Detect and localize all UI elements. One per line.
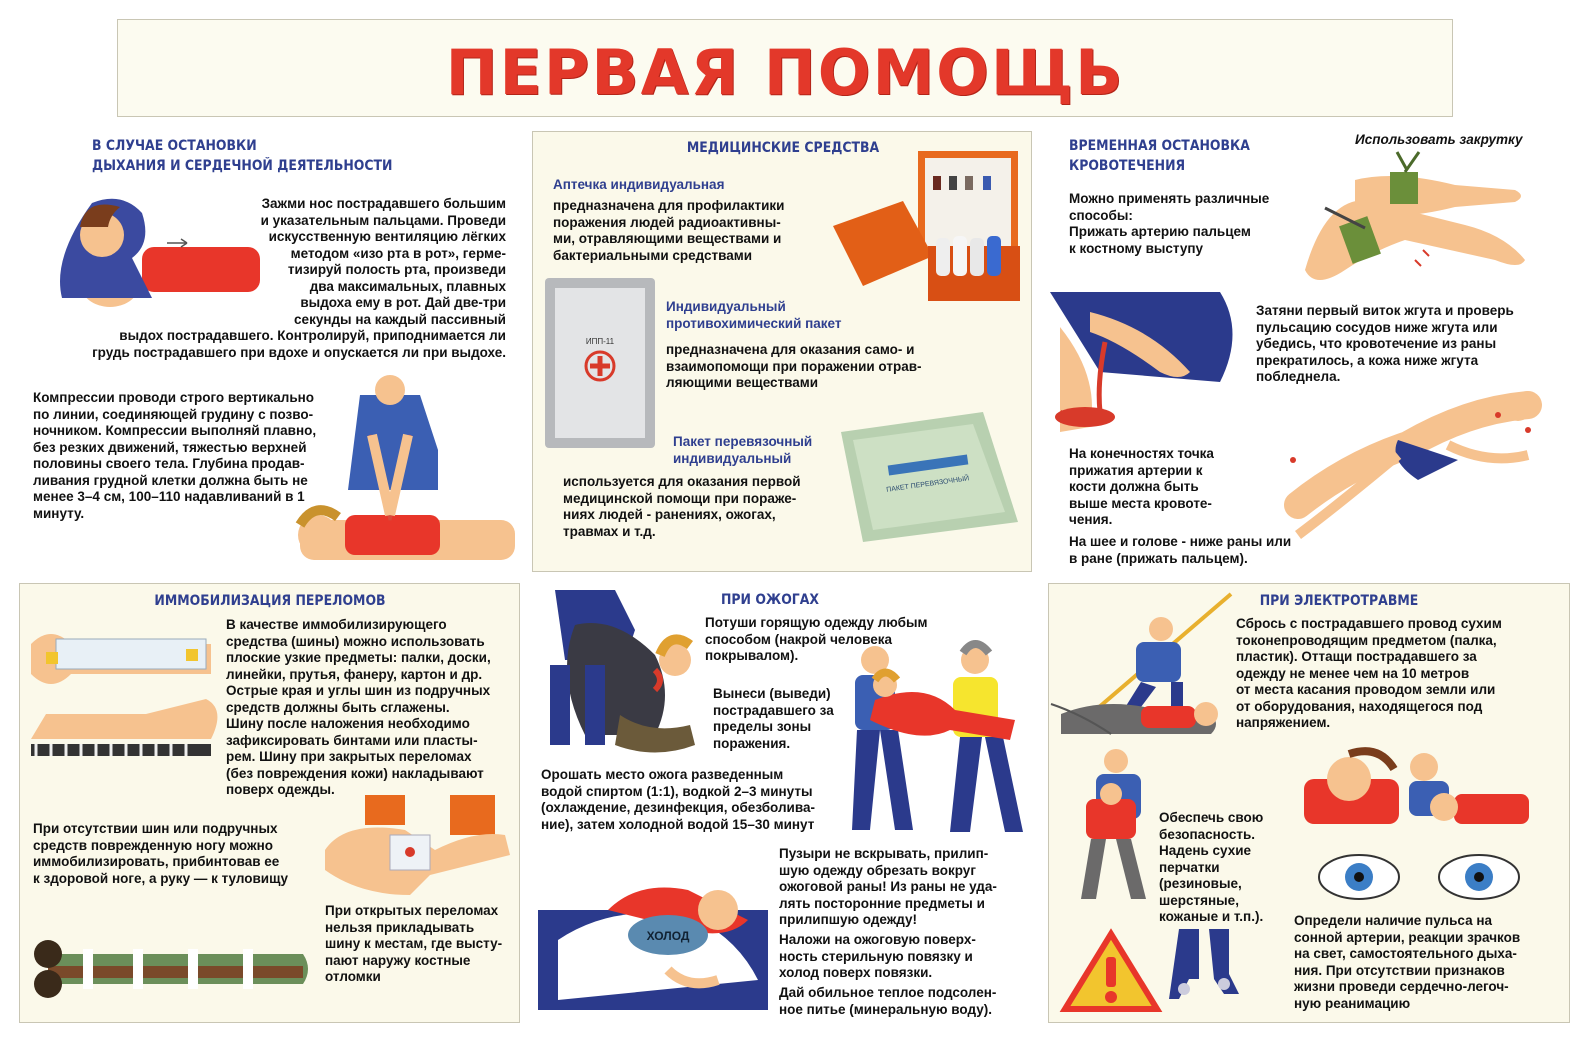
text-line: кости должна быть [1069,479,1199,494]
tourniquet-note: Использовать закрутку [1355,132,1523,147]
text-line: методом «изо рта в рот», герме- [290,245,506,261]
section-fractures [19,583,520,1023]
chest-compression-illustration [290,375,520,570]
tourniquet-illustration [1295,150,1530,295]
text-line: от места касания проводом земли или [1236,682,1496,697]
text-line: бактериальными средствами [553,247,753,263]
fractures-paragraph-1 [226,617,515,799]
text-line: шину к местам, где высту- [325,936,503,951]
burns-paragraph-4 [779,846,1017,929]
text-line: пределы зоны [713,719,812,734]
text-line: поражения людей радиоактивны- [553,214,781,230]
text-line: Наложи на ожоговую поверх- [779,932,976,947]
text-line: шерстяные, [1159,892,1239,908]
text-line: пострадавшего за [713,702,834,718]
text-line: линейки, прутья, фанеру, картон и др. [226,666,483,682]
text-line: искусственную вентиляцию лёгких [268,229,506,244]
burns-paragraph-3 [541,767,840,833]
pack-title-1: Индивидуальный [666,299,786,314]
text-line: Потуши горящую одежду любым [705,615,928,630]
text-line: холод поверх повязки. [779,965,933,980]
burns-paragraph-6 [779,985,1017,1018]
text-line: (без повреждения кожи) накладывают [226,765,484,781]
text-line: зафиксировать бинтами или пласты- [226,732,478,748]
text-line: ми, отравляющими веществами и [553,231,782,246]
text-line: ниях людей - ранениях, ожогах, [563,507,776,522]
text-line: прижатия артерии к [1069,462,1203,478]
kit-description [553,198,843,264]
text-line: ние), затем холодной водой 15–30 минут [541,816,815,832]
bandage-title-1: Пакет перевязочный [673,434,813,449]
text-line: Затяни первый виток жгута и проверь [1256,303,1514,318]
text-line: водой спиртом (1:1), водкой 2–3 минуты [541,783,813,799]
pressure-points-illustration [1278,385,1540,545]
text-line: Орошать место ожога разведенным [541,767,784,782]
text-line: Пузыри не вскрывать, прилип- [779,846,989,861]
section-electro [1048,583,1570,1023]
text-line: половины своего тела. Глубина продав- [33,456,305,471]
electro-paragraph-1 [1236,616,1528,732]
bandage-pack-image [833,412,1023,547]
text-line: травмах и т.д. [563,523,656,539]
text-line: поражения. [713,735,791,751]
resuscitation-illustration [1304,749,1534,834]
text-line: Обеспечь свою [1159,810,1264,825]
cold-label: ХОЛОД [646,929,690,943]
page-title: ПЕРВАЯ ПОМОЩЬ [445,36,1125,109]
text-line: плоские узкие предметы: палки, доски, [226,650,491,665]
carry-out-illustration [845,645,1025,840]
text-line: одежду не менее чем на 10 метров [1236,665,1470,681]
text-line: безопасность. [1159,826,1256,842]
text-line: ния. При отсутствии признаков [1294,962,1505,978]
text-line: прекратилось, а кожа ниже жгута [1256,352,1479,368]
text-line: Надень сухие [1159,843,1252,858]
text-line: способом (накрой человека [705,631,892,647]
leg-splint-illustration [26,614,226,784]
text-line: нельзя прикладывать [325,919,475,935]
text-line: убедись, что кровотечение из раны [1256,336,1497,351]
text-line: поверх одежды. [226,782,335,797]
text-line: и указательным пальцами. Проведи [260,212,506,228]
electro-paragraph-3 [1294,913,1541,1012]
fractures-heading: ИММОБИЛИЗАЦИЯ ПЕРЕЛОМОВ [154,593,386,609]
text-line: Зажми нос пострадавшего большим [261,196,506,211]
text-line: Шину после наложения необходимо [226,716,470,731]
text-line: жизни проведи сердечно-легоч- [1294,979,1509,994]
text-line: На конечностях точка [1069,446,1214,461]
text-line: побледнела. [1256,369,1341,384]
text-line: Дай обильное теплое подсолен- [779,985,997,1000]
text-line: Прижать артерию пальцем [1069,224,1251,239]
text-line: прилипшую одежду! [779,912,918,927]
electro-heading: ПРИ ЭЛЕКТРОТРАВМЕ [1259,593,1419,609]
drag-victim-illustration [1071,749,1161,904]
gloves-boots-illustration [1169,929,1239,1004]
chemical-pack-image [545,278,657,450]
text-line: перчатки [1159,859,1220,875]
bleeding-paragraph-2 [1256,303,1538,386]
cpr-paragraph-1-tail [40,328,506,361]
text-line: пульсацию сосудов ниже жгута или [1256,319,1498,335]
text-line: ную реанимацию [1294,995,1411,1011]
text-line: Определи наличие пульса на [1294,913,1492,928]
text-line: пают наружу костные [325,952,471,968]
artery-pressure-illustration [1050,272,1250,447]
text-line: выдоха ему в рот. Дай две-три [300,295,506,310]
text-line: кожаные и т.п.). [1159,909,1264,924]
text-line: При открытых переломах [325,903,499,918]
text-line: На шее и голове - ниже раны или [1069,534,1292,549]
electro-paragraph-2 [1159,810,1279,926]
text-line: ливания грудной клетки должна быть не [33,472,308,488]
text-line: иммобилизировать, прибинтовав ее [33,854,280,869]
text-line: Острые края и углы шин из подручных [226,683,491,698]
text-line: ляющими веществами [666,375,819,390]
text-line: минуту. [33,505,85,521]
text-line: выдох пострадавшего. Контролируй, приподнимается ли [119,328,506,343]
burns-paragraph-5 [779,932,1017,982]
text-line: (охлаждение, дезинфекция, обезболива- [541,800,815,815]
text-line: ожоговой раны! Из раны не уда- [779,879,997,894]
bleeding-heading-2: КРОВОТЕЧЕНИЯ [1069,158,1186,174]
text-line: грудь пострадавшего при вдохе и опускается ли при выдохе. [92,344,506,360]
text-line: способы: [1069,207,1133,223]
text-line: от оборудования, находящегося под [1236,698,1483,714]
text-line: покрывалом). [705,648,799,663]
text-line: пластик). Оттащи пострадавшего за [1236,649,1477,664]
text-line: шую одежду обрезать вокруг [779,862,976,878]
text-line: взаимопомощи при поражении отрав- [666,358,922,374]
section-medical [532,131,1032,572]
text-line: Вынеси (выведи) [713,686,831,701]
text-line: рем. Шину при закрытых переломах [226,749,472,764]
burns-heading: ПРИ ОЖОГАХ [720,592,820,608]
text-line: Можно применять различные [1069,191,1270,206]
fractures-paragraph-3 [325,903,519,986]
text-line: лять посторонние предметы и [779,895,985,911]
text-line: секунды на каждый пассивный [294,311,506,327]
text-line: медицинской помощи при пораже- [563,490,797,506]
extinguish-clothing-illustration [540,585,700,760]
text-line: на свет, самостоятельного дыха- [1294,946,1517,961]
burns-paragraph-2 [713,686,853,752]
text-line: ность стерильную повязку и [779,948,973,964]
text-line: используется для оказания первой [563,474,801,489]
text-line: по линии, соединяющей грудину с позво- [33,406,314,422]
bleeding-paragraph-1 [1069,191,1309,257]
text-line: сонной артерии, реакции зрачков [1294,929,1521,945]
text-line: выше места кровоте- [1069,495,1212,511]
text-line: В качестве иммобилизирующего [226,617,447,632]
pack-label: ИПП-11 [585,337,615,346]
text-line: средства (шины) можно использовать [226,633,485,649]
text-line: в ране (прижать пальцем). [1069,550,1248,566]
pupils-check-icon [1314,849,1524,904]
text-line: к здоровой ноге, а руку — к туловищу [33,870,289,886]
rescue-breathing-illustration [22,195,262,320]
cpr-heading-1: В СЛУЧАЕ ОСТАНОВКИ [92,138,257,154]
bandaged-knee-illustration [320,790,515,900]
bandage-description [563,474,833,540]
cpr-heading-2: ДЫХАНИЯ И СЕРДЕЧНОЙ ДЕЯТЕЛЬНОСТИ [92,158,393,174]
text-line: При отсутствии шин или подручных [33,821,278,836]
first-aid-kit-image [833,146,1023,306]
cold-compress-illustration [538,870,773,1015]
text-line: тизируй полость рта, произведи [287,262,506,277]
text-line: предназначена для оказания само- и [666,342,915,357]
bleeding-heading-1: ВРЕМЕННАЯ ОСТАНОВКА [1069,138,1250,154]
text-line: предназначена для профилактики [553,198,785,213]
title-banner [117,19,1453,117]
text-line: Компрессии проводи строго вертикально [33,390,315,405]
text-line: к костному выступу [1069,240,1204,256]
text-line: чения. [1069,512,1113,527]
fractures-paragraph-2 [33,821,328,887]
text-line: токонепроводящим предметом (палка, [1236,632,1497,648]
text-line: (резиновые, [1159,876,1242,891]
wire-removal-illustration [1051,604,1236,759]
text-line: средств должны быть сглажены. [226,699,450,715]
pack-title-2: противохимический пакет [666,316,842,331]
medical-heading: МЕДИЦИНСКИЕ СРЕДСТВА [686,140,880,156]
text-line: менее 3–4 см, 100–110 надавливаний в 1 [33,489,305,504]
kit-title: Аптечка индивидуальная [553,177,725,192]
warning-triangle-icon [1061,929,1161,1014]
text-line: ное питье (минеральную воду). [779,1001,992,1017]
text-line: Сбрось с пострадавшего провод сухим [1236,616,1502,631]
text-line: напряжением. [1236,715,1331,730]
tied-legs-illustration [28,914,313,1009]
text-line: ночником. Компрессии выполняй плавно, [33,423,317,438]
pack-description [666,342,966,392]
text-line: два максимальных, плавных [309,278,506,294]
text-line: без резких движений, тяжестью верхней [33,439,307,455]
bandage-label: ПАКЕТ ПЕРЕВЯЗОЧНЫЙ [885,475,970,494]
text-line: отломки [325,969,381,984]
bandage-title-2: индивидуальный [673,451,792,466]
text-line: средств поврежденную ногу можно [33,837,273,853]
bleeding-paragraph-3 [1069,446,1249,529]
